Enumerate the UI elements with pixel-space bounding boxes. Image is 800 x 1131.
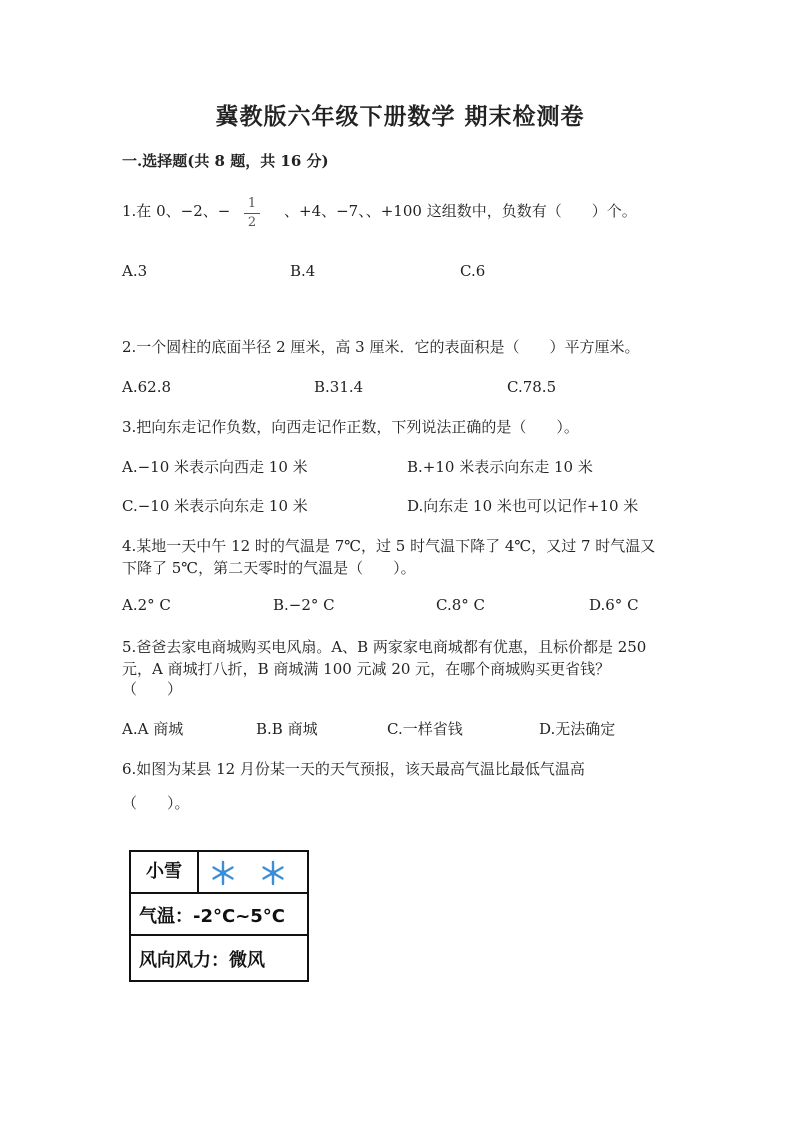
question-4-line-2: 下降了 5℃，第二天零时的气温是（ ）。 <box>122 559 416 577</box>
question-3: 3.把向东走记作负数，向西走记作正数，下列说法正确的是（ ）。 <box>122 418 579 436</box>
q1-option-b: B.4 <box>290 262 316 280</box>
weather-forecast-card <box>129 850 309 982</box>
temperature-label: 气温：-2°C~5°C <box>139 906 286 927</box>
question-5-line-1: 5.爸爸去家电商城购买电风扇。A、B 两家家电商城都有优惠，且标价都是 250 <box>122 638 647 656</box>
question-4-line-1: 4.某地一天中午 12 时的气温是 7℃，过 5 时气温下降了 4℃，又过 7 时气温又 <box>122 537 656 555</box>
q2-option-c: C.78.5 <box>507 378 557 396</box>
page-title: 冀教版六年级下册数学 期末检测卷 <box>215 103 585 130</box>
wind-row <box>131 936 307 980</box>
fraction-numerator: 1 <box>247 196 257 211</box>
q4-option-c: C.8° C <box>436 596 485 614</box>
q2-option-a: A.62.8 <box>122 378 171 396</box>
q3-option-b: B.+10 米表示向东走 10 米 <box>407 458 593 476</box>
q1-option-c: C.6 <box>460 262 486 280</box>
q5-option-c: C.一样省钱 <box>387 720 463 738</box>
question-1-suffix: 、+4、−7、、+100 这组数中，负数有（ ）个。 <box>284 202 637 220</box>
section-heading: 一.选择题(共 8 题，共 16 分) <box>122 152 329 170</box>
question-2: 2.一个圆柱的底面半径 2 厘米，高 3 厘米．它的表面积是（ ）平方厘米。 <box>122 338 640 356</box>
weather-label: 小雪 <box>131 852 199 892</box>
snowflake-icon <box>209 859 237 887</box>
q2-option-b: B.31.4 <box>314 378 364 396</box>
q4-option-b: B.−2° C <box>273 596 335 614</box>
q5-option-b: B.B 商城 <box>256 720 318 738</box>
fraction-denominator: 2 <box>247 215 257 230</box>
q4-option-d: D.6° C <box>589 596 639 614</box>
fraction-one-half <box>244 196 260 231</box>
temperature-row <box>131 894 307 936</box>
q5-option-d: D.无法确定 <box>539 720 616 738</box>
weather-row <box>131 852 307 894</box>
q4-option-a: A.2° C <box>122 596 171 614</box>
question-5-line-3: （ ） <box>122 680 183 698</box>
weather-icons <box>201 854 305 890</box>
q3-option-c: C.−10 米表示向东走 10 米 <box>122 497 308 515</box>
q1-option-a: A.3 <box>122 262 148 280</box>
q3-option-a: A.−10 米表示向西走 10 米 <box>122 458 308 476</box>
question-6-line-1: 6.如图为某县 12 月份某一天的天气预报，该天最高气温比最低气温高 <box>122 760 585 778</box>
question-6-line-2: （ ）。 <box>122 794 190 812</box>
wind-label: 风向风力：微风 <box>139 950 265 971</box>
question-5-line-2: 元，A 商城打八折，B 商城满 100 元减 20 元，在哪个商城购买更省钱？ <box>122 660 611 678</box>
q3-option-d: D.向东走 10 米也可以记作+10 米 <box>407 497 639 515</box>
q5-option-a: A.A 商城 <box>122 720 184 738</box>
snowflake-icon <box>259 859 287 887</box>
question-1-prefix: 1.在 0、−2、− <box>122 202 231 220</box>
